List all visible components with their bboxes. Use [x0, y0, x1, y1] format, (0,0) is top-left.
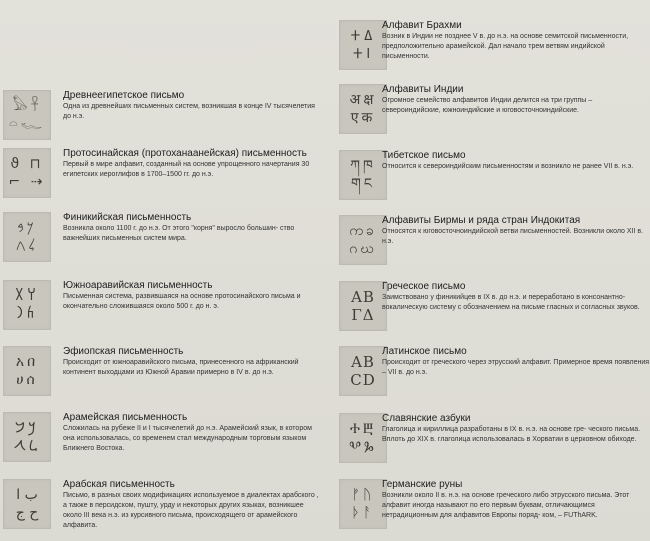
entry-description: Происходит от греческого через этрусский алфавит. Примерное время появления – VII в. до н.э. — [382, 359, 650, 376]
ethiopian-glyph-tile — [3, 346, 51, 396]
entry-title: Алфавиты Бирмы и ряда стран Индокитая — [382, 215, 581, 226]
phoenician-glyph-tile — [3, 212, 51, 262]
entry-title: Алфавит Брахми — [382, 20, 462, 31]
glyph-row-2: ⰂⰃ — [349, 439, 377, 455]
glyph-row-1: 𓅃𓋹 — [12, 98, 42, 114]
entry-title: Протосинайская (протоханаанейская) письменность — [63, 148, 307, 159]
arabic-glyph-tile — [3, 479, 51, 529]
slavic-glyph-tile — [339, 413, 387, 463]
entry-title: Германские руны — [382, 479, 463, 490]
glyph-row-1: 𐤊𐤁 — [17, 220, 37, 236]
burmese-glyph-tile — [339, 215, 387, 265]
entry-title: Эфиопская письменность — [63, 346, 184, 357]
glyph-row-2: CD — [350, 371, 376, 389]
latin-glyph-tile — [339, 346, 387, 396]
glyph-row-1: 𐡊𐡁 — [14, 420, 40, 436]
runes-glyph-tile — [339, 479, 387, 529]
glyph-row-1: ⰀⰁ — [349, 421, 377, 437]
tibetan-glyph-tile — [339, 150, 387, 200]
glyph-row-2: एक — [350, 110, 376, 126]
glyph-row-2: 𓏏𓆑 — [9, 116, 45, 132]
south-arabian-glyph-tile — [3, 280, 51, 330]
glyph-row-1: AB — [351, 288, 375, 306]
entry-title: Славянские азбуки — [382, 413, 471, 424]
entry-title: Арамейская письменность — [63, 412, 188, 423]
entry-description: Огромное семейство алфавитов Индии делится на три группы – североиндийские, южноиндийские и юговосточноиндийские. — [382, 97, 593, 114]
glyph-row-2: ⌐ ⇢ — [8, 174, 46, 190]
entry-title: Финикийская письменность — [63, 212, 192, 223]
aramaic-glyph-tile — [3, 412, 51, 462]
right-column — [332, 0, 650, 541]
entry-title: Тибетское письмо — [382, 150, 466, 161]
entry-description: Возникла около 1100 г. до н.э. От этого "корня" выросло большин- ство важнейших письменных систем мира. — [63, 225, 295, 242]
entry-description: Относится к североиндийским письменностям и возникло не ранее VII в. н.э. — [382, 163, 634, 170]
entry-description: Происходит от южноаравийского письма, принесенного на африканский континент выходцами из Южной Аравии примерно в IV в. до н.э. — [63, 359, 299, 376]
glyph-row-1: ϑ ⊓ — [10, 156, 44, 172]
entry-description: Письмо, в разных своих модификациях используемое в диалектах арабского , а также в персидском, пушту, урду и некоторых других языках, возникшее около III века н.э. из курсивного письма, происходящего от арамейского алфавита. — [63, 492, 319, 529]
protosinaitic-glyph-tile — [3, 148, 51, 198]
glyph-row-1: ᚠᚢ — [351, 487, 375, 503]
greek-glyph-tile — [339, 281, 387, 331]
entry-title: Латинское письмо — [382, 346, 467, 357]
entry-description: Заимствовано у финикийцев в IX в. до н.э. и переработано в консонантно-вокалическую систему с обозначением на письме гласных и согласных звуков. — [382, 294, 640, 311]
entry-title: Арабская письменность — [63, 479, 175, 490]
glyph-row-1: 𑀓𑀏 — [350, 28, 376, 44]
glyph-row-1: 𐩠𐩩 — [14, 288, 40, 304]
egyptian-glyph-tile — [3, 90, 51, 140]
entry-description: Сложилась на рубеже II и I тысячелетий до н.э. Арамейский язык, в котором она использовалась, со временем стал международным торговым языком Ближнего Востока. — [63, 425, 312, 452]
glyph-row-2: 𐩫𐩧 — [16, 306, 38, 322]
entry-title: Греческое письмо — [382, 281, 466, 292]
entry-title: Алфавиты Индии — [382, 84, 464, 95]
glyph-row-2: ሀሰ — [16, 372, 38, 388]
entry-title: Южноаравийская письменность — [63, 280, 213, 291]
entry-description: Первый в мире алфавит, созданный на основе упрощенного начертания 30 египетских иероглифов в 1700–1500 гг. до н.э. — [63, 161, 310, 178]
glyph-row-2: 𐡋𐡂 — [14, 438, 40, 454]
entry-description: Возникли около II в. н.э. на основе греческого либо этрусского письма. Этот алфавит иногда называют по его первым буквам, отличающимся нетрадиционным для алфавитов Европы поряд- ком, – FUThARK. — [382, 492, 630, 519]
entry-description: Относятся к юговосточноиндийской ветви письменностей. Возникли около XII в. н.э. — [382, 228, 644, 245]
entry-description: Глаголица и кириллица разработаны в IX в. н.э. на основе гре- ческого письма. Вплоть до XIX в. глаголица использовалась в Хорватии в церковном обиходе. — [382, 426, 641, 443]
brahmi-glyph-tile — [339, 20, 387, 70]
entry-description: Возник в Индии не позднее V в. до н.э. на основе семитской письменности, предположительно арамейской. Дал начало трем ветвям индийской письменности. — [382, 33, 629, 60]
glyph-row-2: གང — [351, 176, 375, 192]
glyph-row-2: 𐤋𐤂 — [15, 238, 39, 254]
glyph-row-2: 𑀓𑀭 — [352, 46, 374, 62]
glyph-row-2: ح ج — [15, 505, 39, 521]
entry-title: Древнеегипетское письмо — [63, 90, 185, 101]
glyph-row-1: ب ا — [16, 487, 38, 503]
entry-description: Одна из древнейших письменных систем, возникшая в конце IV тысячелетия до н.э. — [63, 103, 315, 120]
glyph-row-1: अक्ष — [349, 92, 377, 108]
glyph-row-2: ᚦᚨ — [351, 505, 375, 521]
glyph-row-2: ဂဃ — [349, 241, 377, 257]
entry-description: Письменная система, развившаяся на основе протосинайского письма и окончательно сложившаяся около 500 г. до н. э. — [63, 293, 301, 310]
glyph-row-2: ΓΔ — [351, 306, 375, 324]
glyph-row-1: ကခ — [349, 223, 377, 239]
indian-glyph-tile — [339, 84, 387, 134]
glyph-row-1: AB — [351, 353, 375, 371]
glyph-row-1: አበ — [15, 354, 39, 370]
glyph-row-1: ཀཁ — [350, 158, 376, 174]
